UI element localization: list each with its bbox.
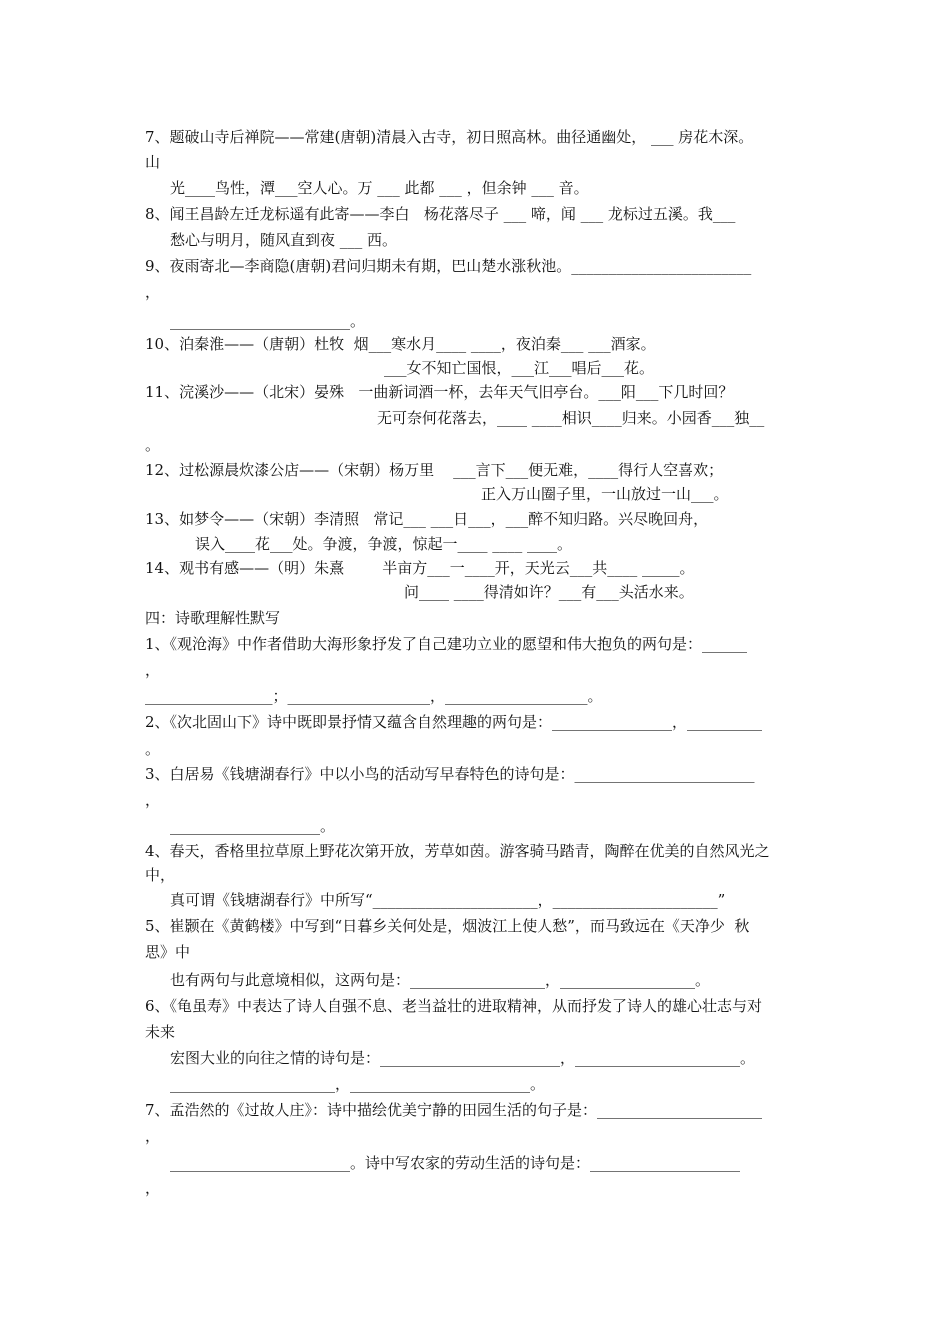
line-text: 4、春天，香格里拉草原上野花次第开放，芳草如茵。游客骑马踏青，陶醉在优美的自然风光之 bbox=[145, 842, 770, 860]
line-text: 7、孟浩然的《过故人庄》：诗中描绘优美宁静的田园生活的句子是：______________________ bbox=[145, 1101, 763, 1119]
question-1-wrap bbox=[145, 659, 815, 681]
line-text: 问____ ____得清如许？___有___头活水来。 bbox=[404, 583, 694, 601]
question-2-wrap bbox=[145, 738, 815, 760]
line-text: 5、崔颢在《黄鹤楼》中写到“日暮乡关何处是，烟波江上使人愁”，而马致远在《天净少 秋 bbox=[145, 917, 750, 935]
line-text: 愁心与明月，随风直到夜 ___ 西。 bbox=[170, 231, 398, 249]
question-5-wrap bbox=[145, 941, 815, 963]
line-text: ________________________。诗中写农家的劳动生活的诗句是：____________________ bbox=[170, 1154, 741, 1172]
question-5-answer bbox=[170, 969, 840, 991]
question-3-answer bbox=[170, 815, 840, 837]
poem-7-wrap bbox=[145, 151, 815, 173]
line-text: ____________________。 bbox=[170, 817, 336, 835]
line-text: ， bbox=[145, 1179, 161, 1197]
line-text: 真可谓《钱塘湖春行》中所写“______________________，______________________” bbox=[170, 891, 726, 909]
line-text: 10、泊秦淮——（唐朝）杜牧 烟___寒水月____ ____，夜泊秦___ ___酒家。 bbox=[145, 335, 656, 353]
question-1-line-1 bbox=[145, 633, 815, 655]
line-text: ___女不知亡国恨，___江___唱后___花。 bbox=[384, 359, 655, 377]
question-4-wrap bbox=[145, 864, 815, 886]
poem-12-line-1 bbox=[145, 459, 815, 481]
question-7-answer bbox=[170, 1152, 840, 1174]
line-text: 7、题破山寺后禅院——常建(唐朝)清晨入古寺，初日照高林。曲径通幽处， ___ 房花木深。 bbox=[145, 128, 754, 146]
question-3-line-1 bbox=[145, 763, 815, 785]
poem-9-line-2 bbox=[170, 310, 840, 332]
line-text: 9、夜雨寄北—李商隐(唐朝)君问归期未有期，巴山楚水涨秋池。________________________ bbox=[145, 257, 752, 275]
poem-8-line-2 bbox=[170, 229, 840, 251]
poem-12-line-2 bbox=[481, 483, 950, 505]
line-text: 11、浣溪沙——（北宋）晏殊 一曲新词酒一杯，去年天气旧亭台。___阳___下几时回？ bbox=[145, 383, 734, 401]
line-text: 2、《次北固山下》诗中既即景抒情又蕴含自然理趣的两句是：________________，__________ bbox=[145, 713, 763, 731]
poem-7-line-2 bbox=[170, 177, 840, 199]
question-4-line-1 bbox=[145, 840, 815, 862]
poem-11-line-1 bbox=[145, 381, 815, 403]
line-text: 光____鸟性，潭___空人心。万 ___ 此都 ___ ，但余钟 ___ 音。 bbox=[170, 179, 589, 197]
question-2-line-1 bbox=[145, 711, 815, 733]
poem-10-line-2 bbox=[384, 357, 950, 379]
line-text: 未来 bbox=[145, 1023, 176, 1041]
line-text: 思》中 bbox=[145, 943, 191, 961]
poem-13-line-1 bbox=[145, 508, 815, 530]
line-text: 。 bbox=[145, 740, 161, 758]
poem-14-line-1 bbox=[145, 557, 815, 579]
section-heading bbox=[145, 607, 815, 629]
question-4-answer bbox=[170, 889, 840, 911]
line-text: 也有两句与此意境相似，这两句是：__________________，__________________。 bbox=[170, 971, 711, 989]
poem-8-line-1 bbox=[145, 203, 815, 225]
question-3-wrap bbox=[145, 789, 815, 811]
poem-9-line-1 bbox=[145, 255, 815, 277]
line-text: 无可奈何花落去，____ ____相识____归来。小园香___独__ bbox=[377, 409, 765, 427]
line-text: ， bbox=[145, 283, 161, 301]
poem-11-wrap bbox=[145, 434, 815, 456]
question-7-line-1 bbox=[145, 1099, 815, 1121]
poem-9-wrap bbox=[145, 281, 815, 303]
line-text: 正入万山圈子里，一山放过一山___。 bbox=[481, 485, 729, 503]
question-7-wrap bbox=[145, 1125, 815, 1147]
line-text: 6、《龟虽寿》中表达了诗人自强不息、老当益壮的进取精神，从而抒发了诗人的雄心壮志与对 bbox=[145, 997, 763, 1015]
line-text: 3、白居易《钱塘湖春行》中以小鸟的活动写早春特色的诗句是：________________________ bbox=[145, 765, 755, 783]
line-text: 四：诗歌理解性默写 bbox=[145, 609, 281, 627]
line-text: ________________________。 bbox=[170, 312, 366, 330]
line-text: 8、闻王昌龄左迁龙标遥有此寄——李白 杨花落尽子 ___ 啼，闻 ___ 龙标过五溪。我___ bbox=[145, 205, 736, 223]
line-text: ， bbox=[145, 1127, 161, 1145]
poem-10-line-1 bbox=[145, 333, 815, 355]
line-text: ， bbox=[145, 661, 161, 679]
line-text: 12、过松源晨炊漆公店——（宋朝）杨万里 ___言下___便无难，____得行人空喜欢； bbox=[145, 461, 724, 479]
line-text: 14、观书有感——（明）朱熹 半亩方___一____开，天光云___共____ _____。 bbox=[145, 559, 695, 577]
question-6-line-1 bbox=[145, 995, 815, 1017]
line-text: 宏图大业的向往之情的诗句是：________________________，______________________。 bbox=[170, 1049, 756, 1067]
poem-7-line-1 bbox=[145, 126, 815, 148]
question-6-answer-1 bbox=[170, 1047, 840, 1069]
line-text: 中， bbox=[145, 866, 176, 884]
line-text: 1、《观沧海》中作者借助大海形象抒发了自己建功立业的愿望和伟大抱负的两句是：______ bbox=[145, 635, 748, 653]
line-text: ______________________，________________________。 bbox=[170, 1075, 546, 1093]
line-text: 。 bbox=[145, 436, 161, 454]
question-5-line-1 bbox=[145, 915, 815, 937]
line-text: ， bbox=[145, 791, 161, 809]
question-6-wrap bbox=[145, 1021, 815, 1043]
question-1-answer bbox=[145, 685, 815, 707]
line-text: 山 bbox=[145, 153, 161, 171]
poem-13-line-2 bbox=[195, 533, 865, 555]
poem-11-line-2 bbox=[377, 407, 950, 429]
line-text: _________________；___________________，___________________。 bbox=[145, 687, 603, 705]
poem-14-line-2 bbox=[404, 581, 950, 603]
line-text: 13、如梦令——（宋朝）李清照 常记___ ___日___，___醉不知归路。兴尽晚回舟， bbox=[145, 510, 709, 528]
question-6-answer-2 bbox=[170, 1073, 840, 1095]
question-7-wrap-2 bbox=[145, 1177, 815, 1199]
line-text: 误入____花___处。争渡，争渡，惊起一____ ____ ____。 bbox=[195, 535, 573, 553]
